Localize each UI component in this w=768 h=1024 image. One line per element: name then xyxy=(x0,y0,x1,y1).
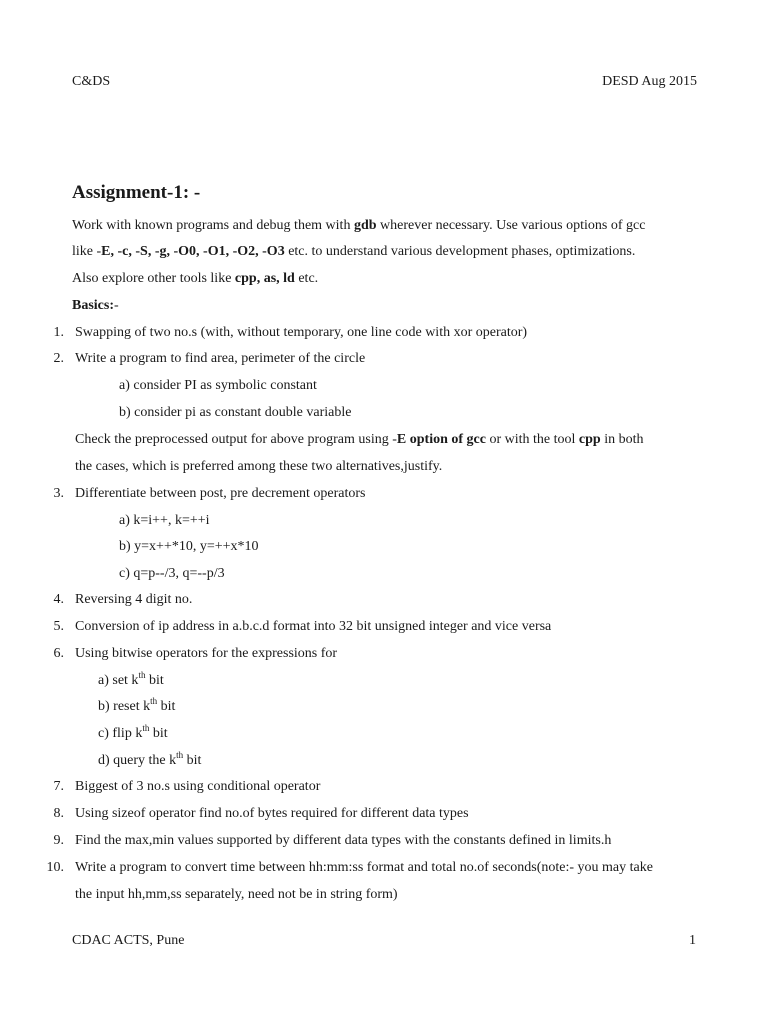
list-item: Using bitwise operators for the expressions for xyxy=(75,646,338,661)
list-item: Differentiate between post, pre decrement operators xyxy=(75,486,366,501)
item-number: 5. xyxy=(53,619,64,634)
sub-item: c) q=p--/3, q=--p/3 xyxy=(119,566,225,581)
footer-left: CDAC ACTS, Pune xyxy=(72,933,185,948)
sub-item: a) k=i++, k=++i xyxy=(119,513,210,528)
item-number: 10. xyxy=(46,860,64,875)
list-item: Find the max,min values supported by different data types with the constants defined in limits.h xyxy=(75,833,612,848)
list-item: Swapping of two no.s (with, without temporary, one line code with xor operator) xyxy=(75,325,528,340)
sub-item: a) set $k^{th}$ bit xyxy=(98,670,164,688)
sub-item: a) consider PI as symbolic constant xyxy=(119,378,317,393)
item-number: 9. xyxy=(53,833,64,848)
sub-item: b) reset $k^{th}$ bit xyxy=(98,696,176,714)
item-number: 1. xyxy=(53,325,64,340)
list-item: Using sizeof operator find no.of bytes required for different data types xyxy=(75,806,469,821)
header-left: C&DS xyxy=(72,74,111,89)
list-item: Reversing 4 digit no. xyxy=(75,592,193,607)
header-right: DESD Aug 2015 xyxy=(602,74,697,89)
list-item: Conversion of ip address in a.b.c.d format into 32 bit unsigned integer and vice versa xyxy=(75,619,552,634)
item-number: 6. xyxy=(53,646,64,661)
check-line-1: Check the preprocessed output for above program using -E option of gcc or with the tool cpp in both xyxy=(75,432,644,447)
intro-line-3: Also explore other tools like cpp, as, ld etc. xyxy=(72,271,319,286)
item-number: 8. xyxy=(53,806,64,821)
item-number: 7. xyxy=(53,779,64,794)
list-item: Write a program to find area, perimeter of the circle xyxy=(75,351,366,366)
sub-item: b) y=x++*10, y=++x*10 xyxy=(119,539,259,554)
list-item: Write a program to convert time between hh:mm:ss format and total no.of seconds(note:- you may take xyxy=(75,860,653,875)
intro-line-2: like -E, -c, -S, -g, -O0, -O1, -O2, -O3 etc. to understand various development phases, optimizations. xyxy=(72,244,636,259)
sub-item: d) query the $k^{th}$ bit xyxy=(98,750,202,768)
item-number: 4. xyxy=(53,592,64,607)
list-item: Biggest of 3 no.s using conditional operator xyxy=(75,779,321,794)
basics-heading: Basics:- xyxy=(72,298,119,313)
page-title: Assignment-1: - xyxy=(72,182,201,203)
sub-item: c) flip $k^{th}$ bit xyxy=(98,723,168,741)
intro-line-1: Work with known programs and debug them with gdb wherever necessary. Use various options of gcc xyxy=(72,218,646,233)
sub-item: b) consider pi as constant double variable xyxy=(119,405,352,420)
check-line-2: the cases, which is preferred among these two alternatives,justify. xyxy=(75,459,443,474)
item-number: 2. xyxy=(53,351,64,366)
list-item-continuation: the input hh,mm,ss separately, need not be in string form) xyxy=(75,887,398,902)
page-number: 1 xyxy=(689,933,696,948)
item-number: 3. xyxy=(53,486,64,501)
